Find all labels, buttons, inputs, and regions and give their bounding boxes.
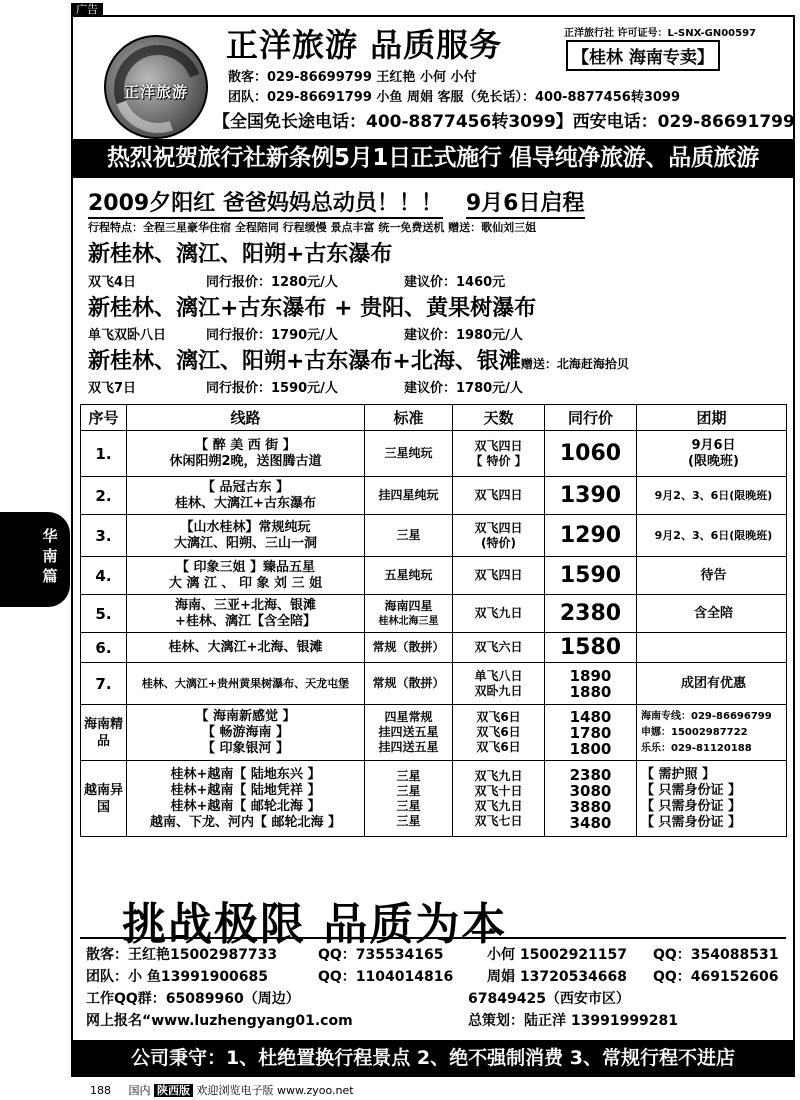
promo-route-name: 新桂林、漓江、阳朔+古东瀑布+北海、银滩 (88, 349, 521, 374)
contact-phone: 周娟 13720534668 (487, 969, 628, 985)
days-cell-line: 双飞6日 (476, 740, 521, 754)
row-number: 海南精品 (81, 705, 127, 761)
price-cell (545, 515, 637, 557)
days-cell-line: 双飞四日 (474, 568, 523, 582)
promo-route-mode: 双飞7日 (88, 381, 137, 396)
schedule-cell-line: 待告 (700, 567, 727, 583)
price-cell-line: 3080 (569, 781, 612, 800)
company-logo (104, 35, 208, 139)
price-cell-line: 1480 (569, 707, 612, 726)
table-row (81, 515, 787, 557)
standard-cell-line: 海南四星 (384, 598, 433, 613)
standard-cell (365, 663, 453, 705)
route-cell-line: 【 印象银河 】 (201, 740, 290, 756)
schedule-cell-line: 含全陪 (693, 605, 733, 621)
schedule-cell (637, 431, 787, 477)
standard-cell-line: 三星 (396, 783, 421, 798)
days-cell-line: 双卧九日 (474, 683, 523, 698)
days-cell-line: 双飞四日 (474, 438, 523, 453)
route-cell (127, 515, 365, 557)
price-cell-line: 1580 (559, 634, 622, 660)
row-number: 6. (81, 633, 127, 663)
standard-cell-line: 常规（散拼） (372, 676, 445, 690)
chief-planner: 总策划：陆正洋 13991999281 (468, 1013, 679, 1029)
days-cell-line: 双飞九日 (474, 768, 523, 783)
standard-cell-line: 三星纯玩 (384, 446, 433, 460)
days-cell-line: 【 特价 】 (470, 453, 527, 468)
route-table (80, 404, 787, 837)
price-cell-line: 1590 (559, 562, 622, 588)
route-cell-line: 桂林、大漓江+北海、银滩 (168, 639, 323, 655)
promo-route-mode: 单飞双卧八日 (88, 328, 167, 343)
contact-qq: QQ：735534165 (318, 947, 444, 963)
table-row (81, 557, 787, 595)
price-cell (545, 633, 637, 663)
days-cell (453, 477, 545, 515)
specialty-box: 【桂林 海南专卖】 (566, 40, 720, 71)
days-cell-line: 双飞6日 (476, 710, 521, 724)
schedule-cell (637, 515, 787, 557)
contact-retail: 散客：王红艳15002987733 (86, 947, 278, 963)
column-header: 标准 (365, 405, 453, 431)
days-cell-line: 双飞七日 (474, 813, 523, 828)
price-cell-line: 1780 (569, 723, 612, 742)
announcement-banner: 热烈祝贺旅行社新条例5月1日正式施行 倡导纯净旅游、品质旅游 (71, 139, 795, 178)
days-cell (453, 761, 545, 837)
ad-tag: 广告 (71, 3, 103, 17)
standard-cell (365, 431, 453, 477)
hotline: 【全国免长途电话：400-8877456转3099】西安电话：029-86691799 (213, 112, 795, 132)
promo-route-title: 新桂林、漓江、阳朔+古东瀑布 (88, 242, 393, 267)
price-cell-line: 1390 (559, 482, 622, 508)
schedule-cell-line: 【 只需身份证 】 (641, 782, 742, 798)
route-cell-line: 桂林+越南【 陆地东兴 】 (170, 766, 321, 782)
column-header: 同行价 (545, 405, 637, 431)
schedule-cell (637, 557, 787, 595)
row-number: 3. (81, 515, 127, 557)
route-cell-line: 桂林+越南【 邮轮北海 】 (170, 798, 321, 814)
schedule-cell (637, 761, 787, 837)
price-cell-line: 3880 (569, 797, 612, 816)
slogan: 挑战极限 品质为本 (122, 899, 508, 950)
schedule-cell-line: 申娜：15002987722 (641, 726, 748, 738)
days-cell (453, 633, 545, 663)
contact-phone: 小何 15002921157 (487, 947, 628, 963)
days-cell-line: 双飞九日 (474, 606, 523, 620)
price-cell-line: 1060 (559, 440, 622, 466)
price-cell (545, 761, 637, 837)
standard-cell-line: 挂四星纯玩 (378, 488, 439, 502)
schedule-cell-line: 9月6日 (691, 437, 736, 453)
schedule-cell (637, 595, 787, 633)
commitment-bar: 公司秉守：1、杜绝置换行程景点 2、绝不强制消费 3、常规行程不进店 (71, 1040, 795, 1077)
route-cell-line: 桂林、大漓江+古东瀑布 (175, 495, 316, 511)
schedule-cell-line: 乐乐：029-81120188 (641, 742, 752, 754)
route-cell (127, 633, 365, 663)
route-cell-line: 海南、三亚+北海、银滩 (175, 597, 316, 613)
route-cell (127, 595, 365, 633)
schedule-cell-line: 9月2、3、6日(限晚班) (654, 488, 773, 502)
table-row (81, 477, 787, 515)
table-row (81, 431, 787, 477)
days-cell (453, 663, 545, 705)
standard-cell-line: 挂四送五星 (378, 740, 439, 754)
route-cell (127, 431, 365, 477)
price-cell-line: 1800 (569, 739, 612, 758)
row-number: 1. (81, 431, 127, 477)
table-row (81, 633, 787, 663)
route-cell-line: 【 印象三姐 】臻品五星 (175, 559, 316, 575)
group-contact: 团队：029-86691799 小鱼 周娟 客服（免长话）：400-8877456转3099 (228, 90, 681, 105)
standard-cell (365, 595, 453, 633)
column-header: 团期 (637, 405, 787, 431)
page-number: 188 (90, 1084, 111, 1097)
route-cell-line: 桂林、大漓江+贵州黄果树瀑布、天龙屯堡 (141, 676, 350, 690)
route-cell-line: 【 海南新感觉 】 (195, 708, 296, 724)
row-number: 越南异国 (81, 761, 127, 837)
contacts-divider (80, 937, 786, 939)
standard-cell-line: 三星 (396, 813, 421, 828)
route-cell-line: 【山水桂林】常规纯玩 (180, 519, 311, 535)
promo-headline: 2009夕阳红 爸爸妈妈总动员！！！ (88, 191, 443, 219)
route-cell (127, 705, 365, 761)
price-cell (545, 431, 637, 477)
qq-group-city: 67849425（西安市区） (468, 991, 630, 1007)
route-cell-line: 大 漓 江 、 印 象 刘 三 姐 (168, 575, 323, 591)
standard-cell (365, 477, 453, 515)
price-cell-line: 1890 (569, 666, 612, 685)
route-cell-line: 【 醉 美 西 街 】 (195, 437, 296, 453)
days-cell (453, 557, 545, 595)
table-header-row (81, 405, 787, 431)
standard-cell (365, 557, 453, 595)
route-cell (127, 663, 365, 705)
row-number: 7. (81, 663, 127, 705)
promo-route-title (88, 344, 629, 375)
price-cell (545, 705, 637, 761)
contact-qq: QQ：1104014816 (318, 969, 454, 985)
promo-peer-price: 同行报价：1280元/人 (206, 275, 338, 290)
standard-cell-line: 桂林北海三星 (378, 615, 439, 627)
row-number: 4. (81, 557, 127, 595)
table-row (81, 595, 787, 633)
qq-group: 工作QQ群：65089960（周边） (86, 991, 300, 1007)
column-header: 序号 (81, 405, 127, 431)
promo-route-title: 新桂林、漓江+古东瀑布 + 贵阳、黄果树瀑布 (88, 296, 537, 321)
standard-cell (365, 633, 453, 663)
promo-features: 行程特点：全程三星豪华住宿 全程陪同 行程缓慢 景点丰富 统一免费送机 赠送：歌仙刘三姐 (88, 221, 537, 234)
schedule-cell (637, 663, 787, 705)
route-cell (127, 477, 365, 515)
standard-cell (365, 761, 453, 837)
contact-qq: QQ：354088531 (653, 947, 779, 963)
standard-cell-line: 四星常规 (384, 710, 433, 724)
column-header: 线路 (127, 405, 365, 431)
price-cell (545, 663, 637, 705)
schedule-cell-line: 成团有优惠 (680, 675, 746, 691)
schedule-cell-line: 9月2、3、6日(限晚班) (654, 528, 773, 542)
schedule-cell (637, 633, 787, 663)
route-cell-line: +桂林、漓江【含全陪】 (175, 613, 316, 629)
standard-cell (365, 515, 453, 557)
standard-cell-line: 三星 (396, 768, 421, 783)
column-header: 天数 (453, 405, 545, 431)
promo-gift: 赠送：北海赶海拾贝 (520, 357, 629, 371)
page-footer (90, 1082, 354, 1098)
price-cell-line: 2380 (559, 600, 622, 626)
contact-group: 团队：小 鱼13991900685 (86, 969, 269, 985)
standard-cell-line: 挂四送五星 (378, 725, 439, 739)
route-cell-line: 桂林+越南【 陆地凭祥 】 (170, 782, 321, 798)
days-cell-line: 双飞四日 (474, 488, 523, 502)
promo-peer-price: 同行报价：1790元/人 (206, 328, 338, 343)
schedule-cell-line: 【 只需身份证 】 (641, 814, 742, 830)
promo-suggest-price: 建议价：1980元/人 (404, 328, 523, 343)
days-cell-line: 双飞十日 (474, 783, 523, 798)
days-cell-line: (特价) (481, 535, 516, 550)
schedule-cell-line: 【 需护照 】 (641, 766, 716, 782)
route-cell-line: 休闲阳朔2晚，送图腾古道 (169, 453, 322, 469)
route-cell-line: 大漓江、阳朔、三山一洞 (173, 535, 317, 551)
days-cell (453, 431, 545, 477)
days-cell-line: 双飞九日 (474, 798, 523, 813)
table-row (81, 761, 787, 837)
promo-route-price (88, 324, 523, 343)
promo-title (88, 186, 585, 217)
footer-region: 国内 (128, 1084, 151, 1097)
schedule-cell-line: (限晚班) (688, 453, 739, 469)
price-cell (545, 477, 637, 515)
schedule-cell (637, 477, 787, 515)
standard-cell (365, 705, 453, 761)
footer-note[interactable]: 欢迎浏览电子版 www.zyoo.net (196, 1084, 354, 1097)
price-cell (545, 557, 637, 595)
row-number: 2. (81, 477, 127, 515)
section-tab (0, 512, 70, 607)
schedule-cell-line: 海南专线：029-86696799 (641, 710, 772, 722)
brand-title: 正洋旅游 品质服务 (226, 26, 503, 64)
promo-route-mode: 双飞4日 (88, 275, 137, 290)
online-signup-link[interactable]: 网上报名“www.luzhengyang01.com (86, 1013, 353, 1029)
standard-cell-line: 三星 (396, 798, 421, 813)
days-cell-line: 双飞六日 (474, 640, 523, 654)
price-cell-line: 1290 (559, 522, 622, 548)
price-cell-line: 3480 (569, 813, 612, 832)
table-row (81, 705, 787, 761)
route-cell-line: 越南、下龙、河内【 邮轮北海 】 (149, 814, 342, 830)
table-row (81, 663, 787, 705)
promo-route-price (88, 271, 505, 290)
promo-peer-price: 同行报价：1590元/人 (206, 381, 338, 396)
days-cell (453, 515, 545, 557)
logo-text: 正洋旅游 (123, 83, 188, 101)
row-number: 5. (81, 595, 127, 633)
promo-suggest-price: 建议价：1780元/人 (404, 381, 523, 396)
days-cell-line: 双飞6日 (476, 725, 521, 739)
contact-qq: QQ：469152606 (653, 969, 779, 985)
days-cell-line: 单飞八日 (474, 668, 523, 683)
standard-cell-line: 常规（散拼） (372, 640, 445, 654)
route-cell (127, 761, 365, 837)
license-number: 正洋旅行社 许可证号：L-SNX-GN00597 (564, 28, 756, 39)
standard-cell-line: 三星 (396, 528, 421, 542)
days-cell (453, 595, 545, 633)
edition-badge: 陕西版 (154, 1084, 193, 1097)
route-cell (127, 557, 365, 595)
retail-contact: 散客：029-86699799 王红艳 小何 小付 (228, 70, 477, 85)
route-cell-line: 【 品冠古东 】 (201, 479, 290, 495)
schedule-cell-line: 【 只需身份证 】 (641, 798, 742, 814)
promo-suggest-price: 建议价：1460元 (404, 275, 506, 290)
promo-route-price (88, 377, 523, 396)
standard-cell-line: 五星纯玩 (384, 568, 433, 582)
days-cell-line: 双飞四日 (474, 520, 523, 535)
promo-date: 9月6日启程 (466, 191, 585, 219)
schedule-cell (637, 705, 787, 761)
price-cell (545, 595, 637, 633)
route-cell-line: 【 畅游海南 】 (201, 724, 290, 740)
section-tab-label: 华南篇 (42, 527, 58, 585)
price-cell-line: 2380 (569, 765, 612, 784)
days-cell (453, 705, 545, 761)
price-cell-line: 1880 (569, 682, 612, 701)
